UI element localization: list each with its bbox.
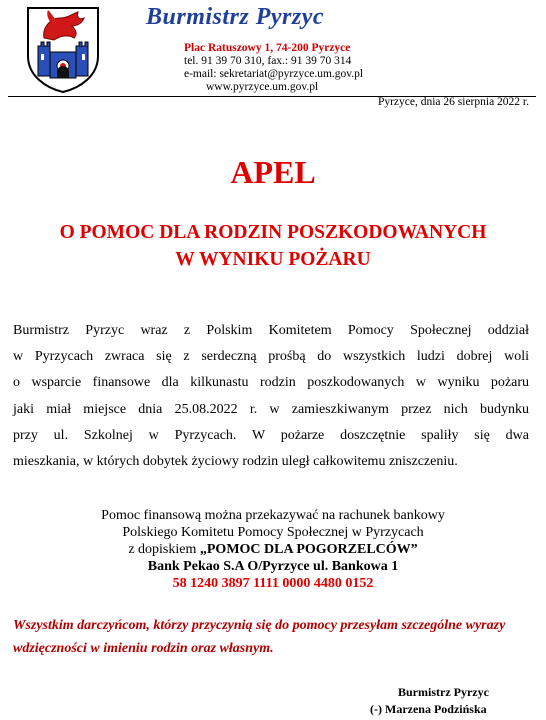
letterhead-email: e-mail: sekretariat@pyrzyce.um.gov.pl xyxy=(184,68,364,80)
letterhead-title: Burmistrz Pyrzyc xyxy=(146,4,325,30)
payment-intro: Pomoc finansową można przekazywać na rachunek bankowy xyxy=(101,508,445,523)
appeal-subtitle-line: W WYNIKU POŻARU xyxy=(175,249,371,270)
body-line: mieszkania, w których dobytek życiowy rodzin uległ całkowitemu zniszczeniu. xyxy=(13,454,458,470)
signature-block xyxy=(360,684,520,718)
signature-role: Burmistrz Pyrzyc xyxy=(398,685,489,699)
letterhead-address: Plac Ratuszowy 1, 74-200 Pyrzyce xyxy=(184,42,351,54)
payment-details xyxy=(0,507,546,592)
appeal-subtitle-line: O POMOC DLA RODZIN POSZKODOWANYCH xyxy=(59,222,487,243)
bank-account-number: 58 1240 3897 1111 0000 4480 0152 xyxy=(172,576,374,591)
body-line: jaki miał miejsce dnia 25.08.2022 r. w zamieszkiwanym przez nich budynku xyxy=(13,401,529,417)
payment-title: „POMOC DLA POGORZELCÓW” xyxy=(199,542,418,557)
payment-recipient: Polskiego Komitetu Pomocy Społecznej w Pyrzycach xyxy=(122,525,424,540)
appeal-subtitle xyxy=(0,219,546,273)
thanks-note: Wszystkim darczyńcom, którzy przyczynią się do pomocy przesyłam szczególne wyrazy wdzięczności w imieniu rodzin oraz własnym. xyxy=(13,618,506,656)
body-line: Burmistrz Pyrzyc wraz z Polskim Komitetem Pomocy Społecznej oddział xyxy=(13,323,529,338)
payment-title-line xyxy=(0,541,546,558)
appeal-body xyxy=(13,318,529,475)
document-date: Pyrzyce, dnia 26 sierpnia 2022 r. xyxy=(377,96,529,108)
letterhead-phone: tel. 91 39 70 310, fax.: 91 39 70 314 xyxy=(184,55,352,67)
signature-name: (-) Marzena Podzińska xyxy=(370,702,487,716)
body-line: przy ul. Szkolnej w Pyrzycach. W pożarze doszczętnie spaliły się dwa xyxy=(13,427,529,443)
appeal-title: APEL xyxy=(230,154,316,190)
payment-title-prefix: z dopiskiem xyxy=(128,542,200,557)
letterhead-website: www.pyrzyce.um.gov.pl xyxy=(206,81,319,93)
bank-name: Bank Pekao S.A O/Pyrzyce ul. Bankowa 1 xyxy=(147,559,399,574)
coat-of-arms-logo xyxy=(24,4,102,94)
body-line: w Pyrzycach zwraca się z serdeczną prośbą do wszystkich ludzi dobrej woli xyxy=(13,349,529,365)
body-line: o wsparcie finansowe dla kilkunastu rodzin poszkodowanych w wyniku pożaru xyxy=(13,375,529,391)
